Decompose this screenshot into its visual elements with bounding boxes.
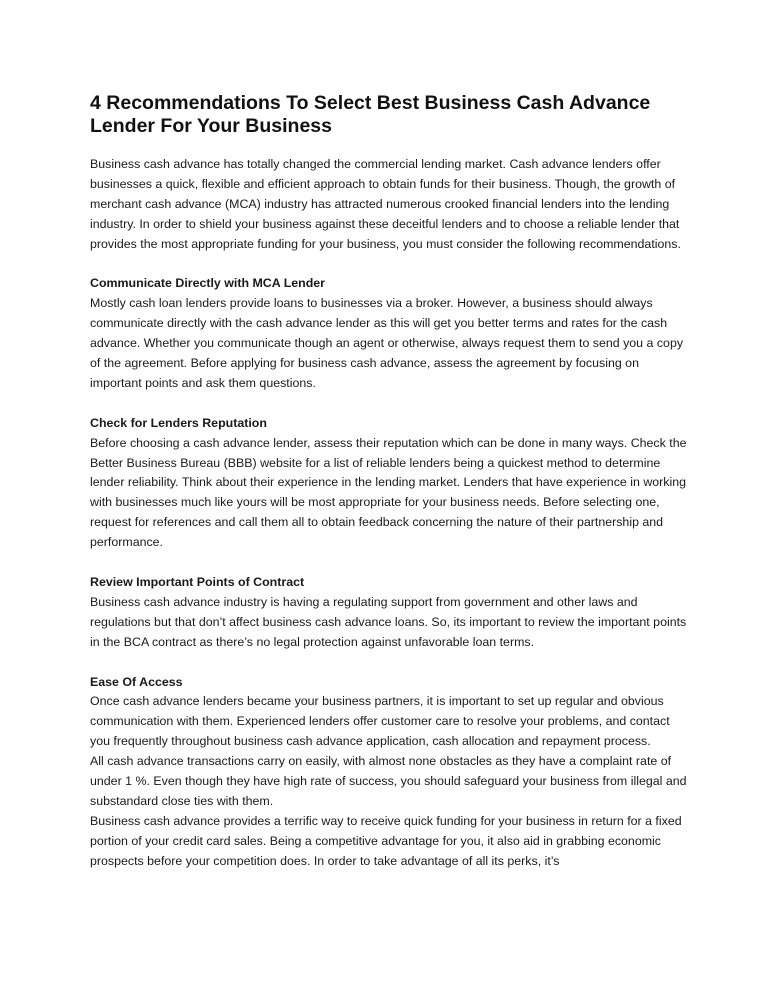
- document-title: 4 Recommendations To Select Best Business Cash Advance Lender For Your Business: [90, 92, 651, 137]
- section-paragraph: Business cash advance industry is having a regulating support from government and other laws and regulations but that don’t affect business cash advance loans. So, its important to review the important points in the BCA contract as there’s no legal protection against unfavorable loan terms.: [90, 594, 687, 649]
- section-heading: Communicate Directly with MCA Lender: [90, 276, 325, 291]
- section-paragraph: Business cash advance provides a terrific way to receive quick funding for your business in return for a fixed portion of your credit card sales. Being a competitive advantage for you, it also aid in grabbing economic prospects before your competition does. In order to take advantage of all its perks, it’s: [90, 813, 682, 868]
- section-heading: Ease Of Access: [90, 674, 183, 689]
- section-heading: Review Important Points of Contract: [90, 574, 305, 589]
- section-heading: Check for Lenders Reputation: [90, 415, 267, 430]
- section-paragraph: Before choosing a cash advance lender, assess their reputation which can be done in many ways. Check the Better Business Bureau (BBB) website for a list of reliable lenders being a quickest method to determine lender reliability. Think about their experience in the lending market. Lenders that have experience in working with businesses much like yours will be most appropriate for your business needs. Before selecting one, request for references and call them all to obtain feedback concerning the nature of their partnership and performance.: [90, 435, 687, 550]
- section-ease-of-access: [90, 673, 690, 872]
- section-communicate-directly: [90, 274, 690, 393]
- section-paragraph: Once cash advance lenders became your business partners, it is important to set up regular and obvious communication with them. Experienced lenders offer customer care to resolve your problems, and contact you frequently throughout business cash advance application, cash allocation and repayment process.: [90, 694, 670, 749]
- section-check-reputation: [90, 414, 690, 553]
- document-page: [90, 92, 690, 872]
- section-review-contract: [90, 573, 690, 653]
- section-paragraph: All cash advance transactions carry on easily, with almost none obstacles as they have a complaint rate of under 1 %. Even though they have high rate of success, you should safeguard your business from illegal and substandard close ties with them.: [90, 754, 687, 808]
- intro-paragraph: Business cash advance has totally changed the commercial lending market. Cash advance lenders offer businesses a quick, flexible and efficient approach to obtain funds for their business. Though, the growth of merchant cash advance (MCA) industry has attracted numerous crooked financial lenders into the lending industry. In order to shield your business against these deceitful lenders and to choose a reliable lender that provides the most appropriate funding for your business, you must consider the following recommendations.: [90, 157, 681, 251]
- section-paragraph: Mostly cash loan lenders provide loans to businesses via a broker. However, a business should always communicate directly with the cash advance lender as this will get you better terms and rates for the cash advance. Whether you communicate though an agent or otherwise, always request them to send you a copy of the agreement. Before applying for business cash advance, assess the agreement by focusing on important points and ask them questions.: [90, 296, 684, 390]
